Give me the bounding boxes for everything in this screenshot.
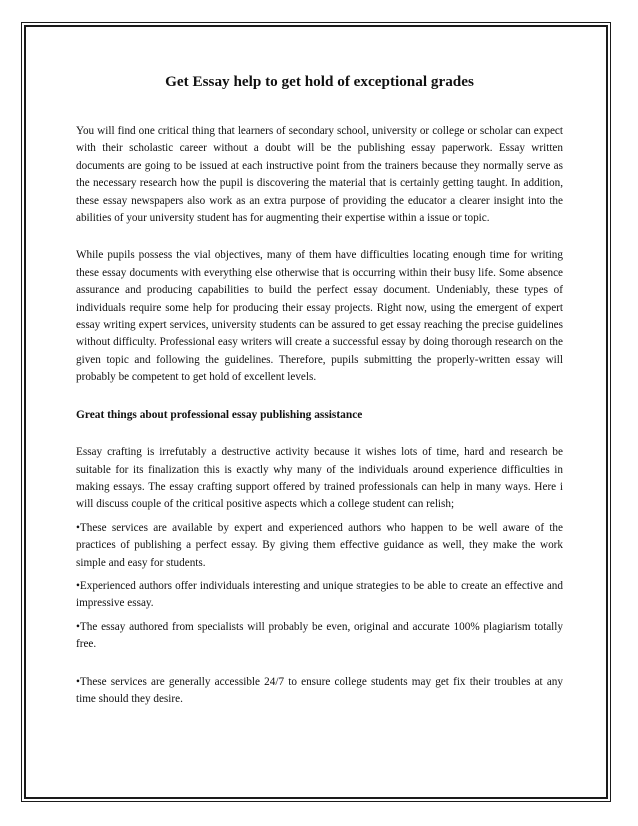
paragraph-crafting: Essay crafting is irrefutably a destructive activity because it wishes lots of time, hard and research be suitable for its finalization this is exactly why many of the individuals around experience difficulties in making essays. The essay crafting support offered by trained professionals can help in many ways. Here i will discuss couple of the critical positive aspects which a college student can relish;: [76, 446, 563, 511]
spacer: [76, 654, 563, 674]
document-body: [76, 72, 563, 708]
spacer: [76, 387, 563, 407]
paragraph-intro: You will find one critical thing that learners of secondary school, university or college or scholar can expect with their scholastic career without a doubt will be the publishing essay paperwork. Essay written documents are going to be issued at each instructive point from the trainers because they normally serve as the necessary research how the pupil is discovering the material that is certainly getting taught. In addition, these essay newspapers also work as an extra purpose of providing the educator a clearer insight into the abilities of your university student has for augmenting their expertise within a issue or topic.: [76, 125, 563, 225]
bullet-item: •The essay authored from specialists will probably be even, original and accurate 100% plagiarism totally free.: [76, 620, 563, 651]
spacer: [76, 227, 563, 247]
document-title: Get Essay help to get hold of exceptional grades: [165, 73, 474, 90]
paragraph-pupils: While pupils possess the vial objectives, many of them have difficulties locating enough time for writing these essay documents with everything else otherwise that is occurring within their busy life. Some absence assurance and producing capabilities to build the perfect essay document. Undeniably, these types of individuals require some help for producing their essay projects. Right now, using the emergent of expert essay writing expert services, university students can be assured to get essay reaching the precise guidelines without difficulty. Professional easy writers will create a successful essay by doing thorough research on the given topic and following the guidelines. Therefore, pupils submitting the properly-written essay will probably be competent to get hold of excellent levels.: [76, 249, 563, 384]
section-heading: Great things about professional essay publishing assistance: [76, 408, 363, 421]
bullet-item: •Experienced authors offer individuals interesting and unique strategies to be able to create an effective and impressive essay.: [76, 579, 563, 610]
bullet-item: •These services are generally accessible 24/7 to ensure college students may get fix their troubles at any time should they desire.: [76, 675, 563, 705]
bullet-item: •These services are available by expert and experienced authors who happen to be well aware of the practices of publishing a perfect essay. By giving them effective guidance as well, they make the work simple and easy for students.: [76, 521, 563, 569]
spacer: [76, 424, 563, 444]
